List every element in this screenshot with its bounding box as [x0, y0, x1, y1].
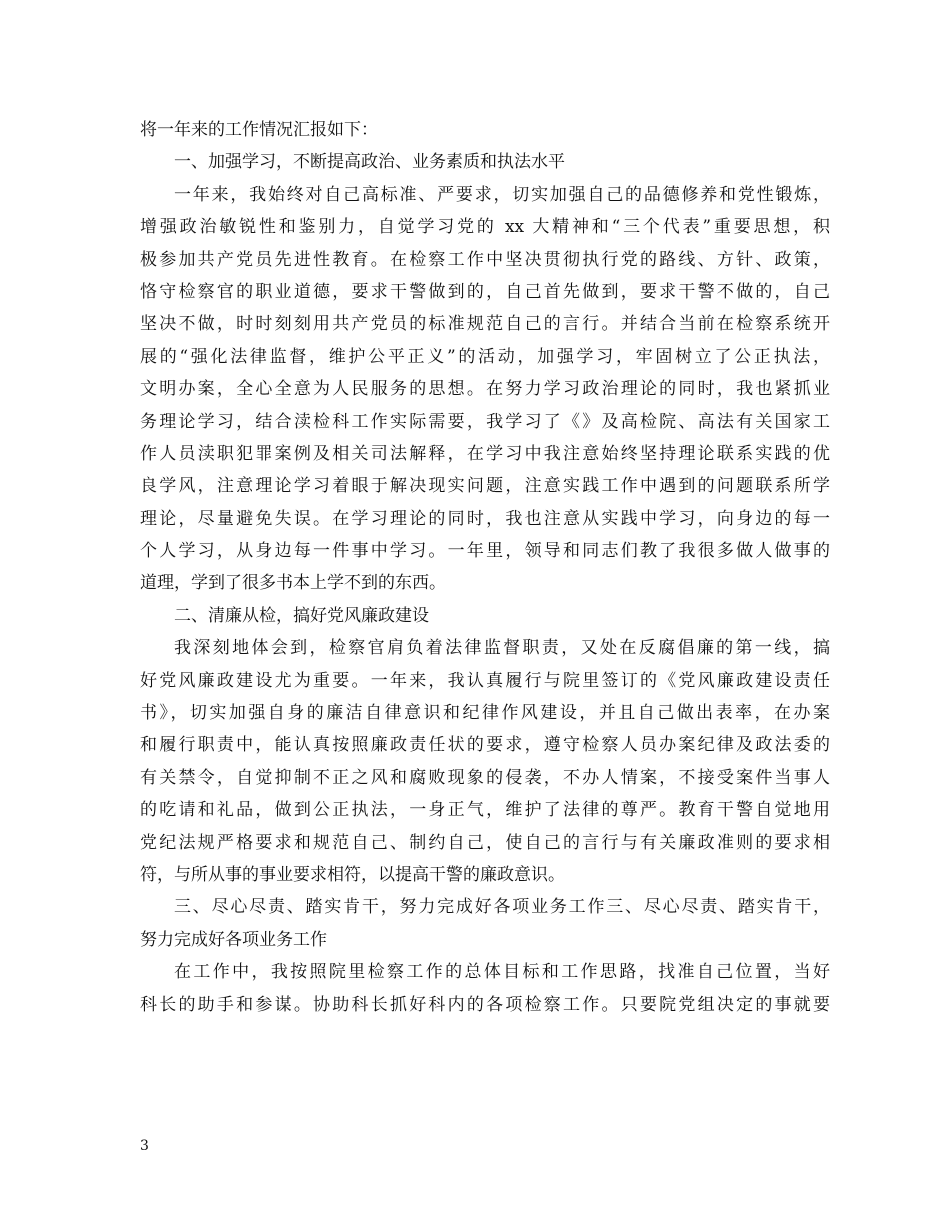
- text-line: 一年来，我始终对自己高标准、严要求，切实加强自己的品德修养和党性锻炼，: [174, 184, 830, 205]
- text-line: 书》，切实加强自身的廉洁自律意识和纪律作风建设，并且自己做出表率，在办案: [140, 703, 830, 724]
- text-line: 道理，学到了很多书本上学不到的东西。: [140, 573, 446, 594]
- text-line: 党纪法规严格要求和规范自己、制约自己，使自己的言行与有关廉政准则的要求相: [140, 832, 830, 853]
- text-line: 我深刻地体会到，检察官肩负着法律监督职责，又处在反腐倡廉的第一线，搞: [174, 638, 830, 659]
- text-line: 恪守检察官的职业道德，要求干警做到的，自己首先做到，要求干警不做的，自己: [140, 281, 830, 302]
- text-line: 科长的助手和参谋。协助科长抓好科内的各项检察工作。只要院党组决定的事就要: [140, 994, 830, 1015]
- text-line: 的吃请和礼品，做到公正执法，一身正气，维护了法律的尊严。教育干警自觉地用: [140, 800, 830, 821]
- text-line: 有关禁令，自觉抑制不正之风和腐败现象的侵袭，不办人情案，不接受案件当事人: [140, 767, 830, 788]
- text-line: 符，与所从事的事业要求相符，以提高干警的廉政意识。: [140, 864, 565, 885]
- text-line: 展的“强化法律监督，维护公平正义”的活动，加强学习，牢固树立了公正执法，: [140, 346, 830, 367]
- text-line: 务理论学习，结合渎检科工作实际需要，我学习了《》及高检院、高法有关国家工: [140, 411, 830, 432]
- text-line: 作人员渎职犯罪案例及相关司法解释，在学习中我注意始终坚持理论联系实践的优: [140, 443, 830, 464]
- text-line: 好党风廉政建设尤为重要。一年来，我认真履行与院里签订的《党风廉政建设责任: [140, 670, 830, 691]
- text-line: 坚决不做，时时刻刻用共产党员的标准规范自己的言行。并结合当前在检察系统开: [140, 314, 830, 335]
- document-body: [140, 114, 830, 1021]
- text-line: 二、清廉从检，搞好党风廉政建设: [174, 605, 429, 626]
- text-line: 和履行职责中，能认真按照廉政责任状的要求，遵守检察人员办案纪律及政法委的: [140, 735, 830, 756]
- text-line: 理论，尽量避免失误。在学习理论的同时，我也注意从实践中学习，向身边的每一: [140, 508, 830, 529]
- page-number: 3: [140, 1138, 149, 1154]
- text-line: 努力完成好各项业务工作: [140, 929, 327, 950]
- text-line: 将一年来的工作情况汇报如下：: [140, 120, 378, 140]
- text-line: 文明办案，全心全意为人民服务的思想。在努力学习政治理论的同时，我也紧抓业: [140, 379, 830, 400]
- text-line: 在工作中，我按照院里检察工作的总体目标和工作思路，找准自己位置，当好: [174, 962, 830, 983]
- text-line: 一、加强学习，不断提高政治、业务素质和执法水平: [174, 152, 565, 173]
- text-line: 良学风，注意理论学习着眼于解决现实问题，注意实践工作中遇到的问题联系所学: [140, 476, 830, 497]
- text-line: 极参加共产党员先进性教育。在检察工作中坚决贯彻执行党的路线、方针、政策，: [140, 249, 830, 270]
- text-line: 三、尽心尽责、踏实肯干，努力完成好各项业务工作三、尽心尽责、踏实肯干，: [174, 897, 830, 918]
- text-line: 个人学习，从身边每一件事中学习。一年里，领导和同志们教了我很多做人做事的: [140, 541, 830, 562]
- text-line: 增强政治敏锐性和鉴别力，自觉学习党的 xx 大精神和“三个代表”重要思想，积: [140, 217, 830, 238]
